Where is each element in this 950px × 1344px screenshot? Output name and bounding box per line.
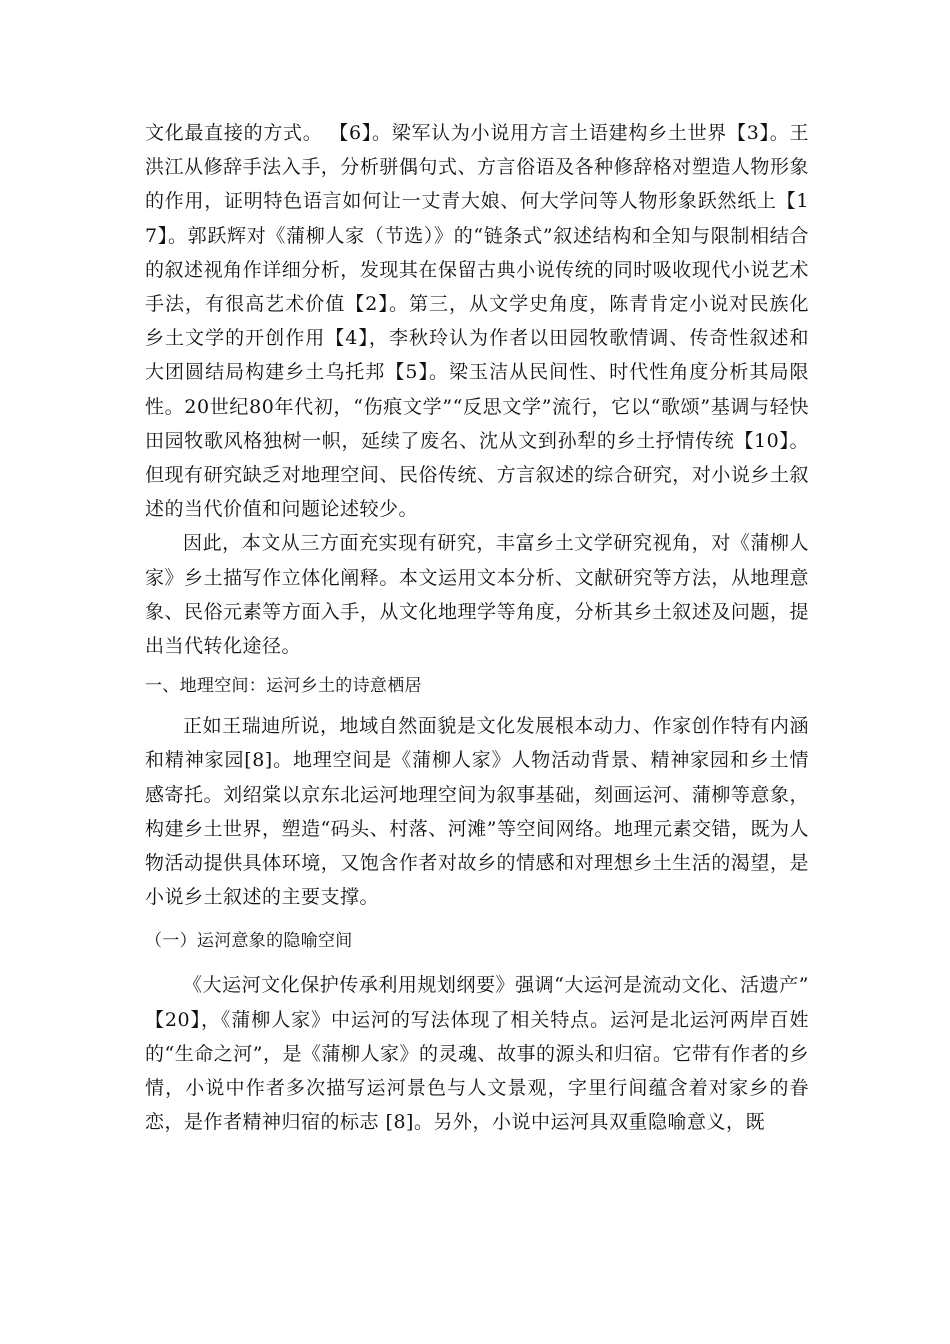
body-paragraph: 文化最直接的方式。 【6】。梁军认为小说用方言土语建构乡土世界【3】。王洪江从修辞手法入手，分析骈偶句式、方言俗语及各种修辞格对塑造人物形象的作用，证明特色语言如何让一丈青大娘、何大学问等人物形象跃然纸上【17】。郭跃辉对《蒲柳人家（节选）》的“链条式”叙述结构和全知与限制相结合的叙述视角作详细分析，发现其在保留古典小说传统的同时吸收现代小说艺术手法，有很高艺术价值【2】。第三，从文学史角度，陈青肯定小说对民族化乡土文学的开创作用【4】，李秋玲认为作者以田园牧歌情调、传奇性叙述和大团圆结局构建乡土乌托邦【5】。梁玉洁从民间性、时代性角度分析其局限性。20世纪80年代初，“伤痕文学”“反思文学”流行，它以“歌颂”基调与轻快田园牧歌风格独树一帜，延续了废名、沈从文到孙犁的乡土抒情传统【10】。但现有研究缺乏对地理空间、民俗传统、方言叙述的综合研究，对小说乡土叙述的当代价值和问题论述较少。 [145,122,809,521]
section-heading: 一、地理空间：运河乡土的诗意栖居 [145,676,422,697]
body-paragraph: 因此，本文从三方面充实现有研究，丰富乡土文学研究视角，对《蒲柳人家》乡土描写作立体化阐释。本文运用文本分析、文献研究等方法，从地理意象、民俗元素等方面入手，从文化地理学等角度，分析其乡土叙述及问题，提出当代转化途径。 [145,532,809,658]
body-paragraph: 《大运河文化保护传承利用规划纲要》强调“大运河是流动文化、活遗产” 【20】，《蒲柳人家》中运河的写法体现了相关特点。运河是北运河两岸百姓的“生命之河”，是《蒲柳人家》的灵魂、故事的源头和归宿。它带有作者的乡情，小说中作者多次描写运河景色与人文景观，字里行间蕴含着对家乡的眷恋，是作者精神归宿的标志 [8]。另外，小说中运河具双重隐喻意义，既 [145,974,809,1134]
body-paragraph: 正如王瑞迪所说，地域自然面貌是文化发展根本动力、作家创作特有内涵和精神家园[8]。地理空间是《蒲柳人家》人物活动背景、精神家园和乡土情感寄托。刘绍棠以京东北运河地理空间为叙事基础，刻画运河、蒲柳等意象，构建乡土世界，塑造“码头、村落、河滩”等空间网络。地理元素交错，既为人物活动提供具体环境，又饱含作者对故乡的情感和对理想乡土生活的渴望，是小说乡土叙述的主要支撑。 [145,715,809,909]
subsection-heading: （一）运河意象的隐喻空间 [145,931,353,952]
document-body [145,116,809,1139]
